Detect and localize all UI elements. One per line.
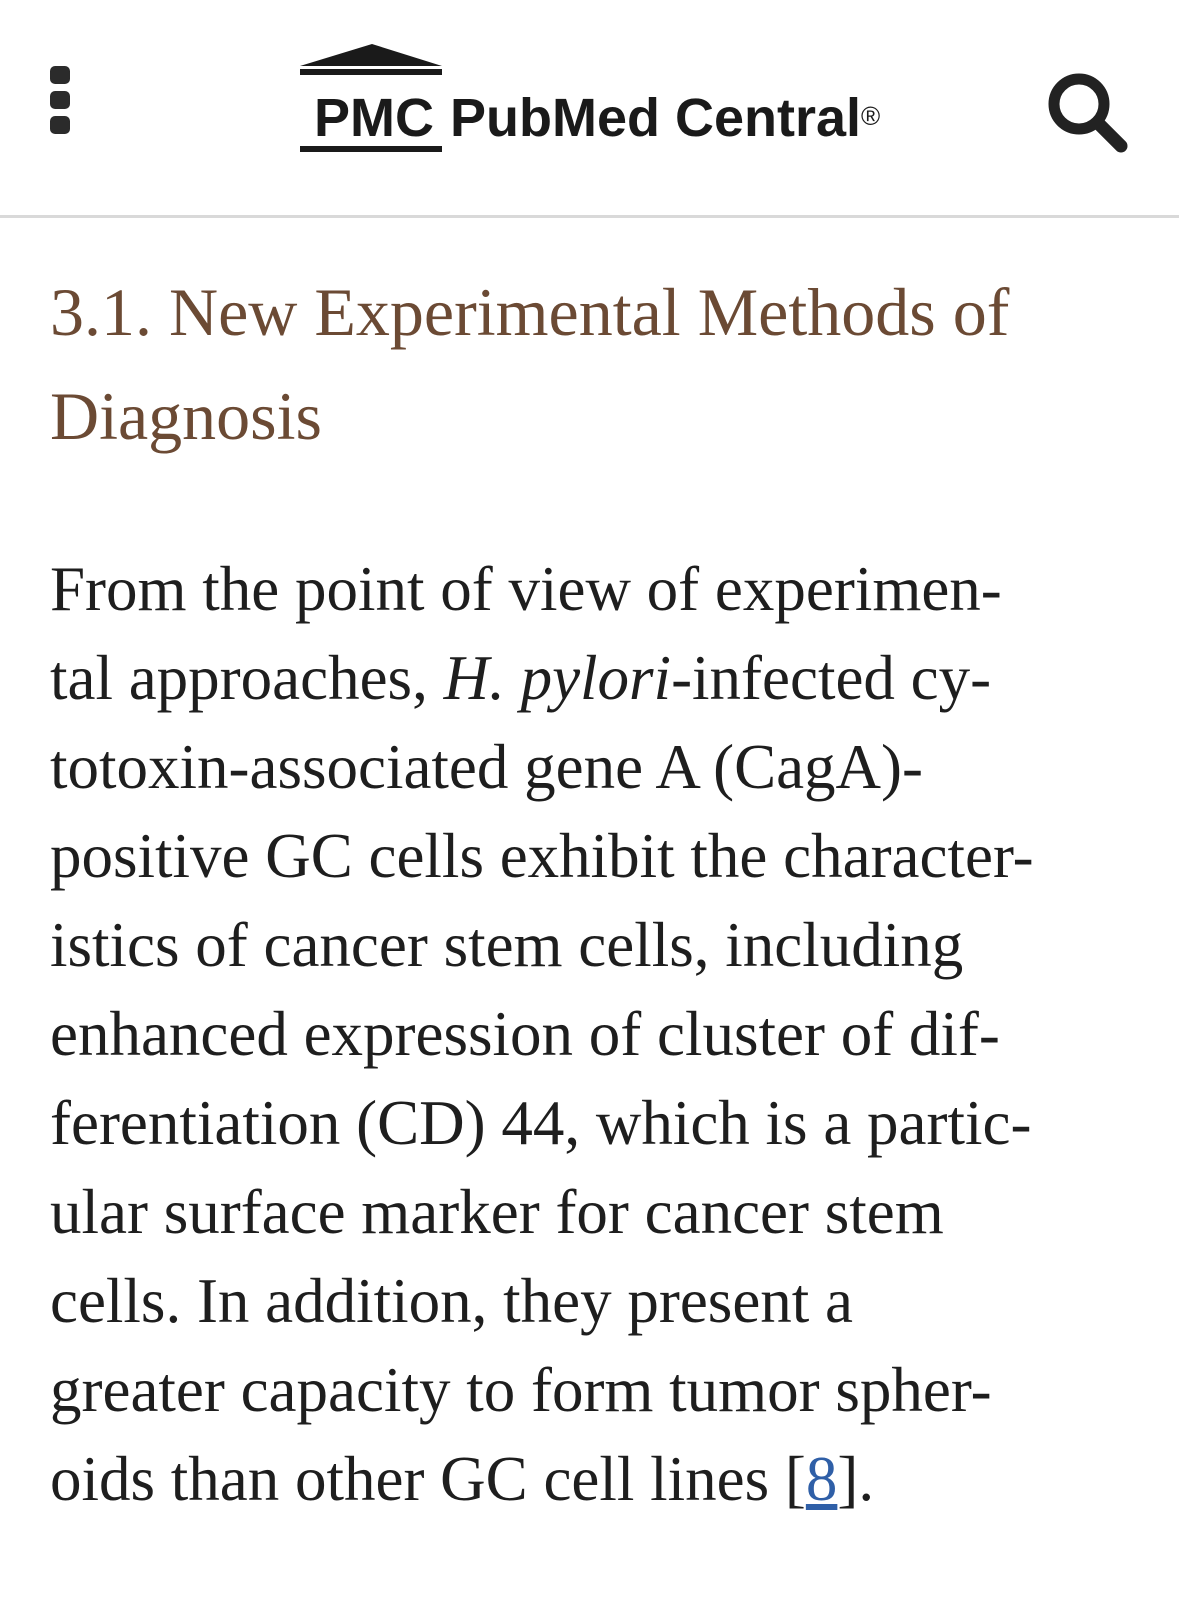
paragraph-line: oids than other GC cell lines [8]. [50, 1444, 875, 1514]
paragraph-line: istics of cancer stem cells, including [50, 910, 964, 980]
registered-mark: ® [861, 101, 881, 131]
logo-name: PubMed Central® [450, 88, 881, 148]
paragraph-line: cells. In addition, they present a [50, 1266, 854, 1336]
paragraph-line: positive GC cells exhibit the character- [50, 821, 1034, 891]
section-title: 3.1. New Experimental Methods of Diagnosis [50, 274, 1010, 454]
search-icon[interactable] [1045, 70, 1131, 156]
paragraph-line: totoxin-associated gene A (CagA)- [50, 732, 924, 802]
paragraph-line: greater capacity to form tumor spher- [50, 1355, 992, 1425]
site-header [0, 0, 1179, 218]
logo-abbrev: PMC [314, 88, 434, 148]
paragraph-line: tal approaches, H. pylori-infected cy- [50, 643, 992, 713]
paragraph-line: enhanced expression of cluster of dif- [50, 999, 1000, 1069]
species-name: H. pylori [443, 643, 672, 713]
pmc-logo[interactable] [300, 40, 880, 160]
vertical-dots-icon[interactable] [48, 66, 72, 136]
paragraph-line: ular surface marker for cancer stem [50, 1177, 944, 1247]
paragraph-line: From the point of view of experimen- [50, 554, 1002, 624]
citation-link[interactable]: 8 [805, 1444, 838, 1514]
paragraph-line: ferentiation (CD) 44, which is a partic- [50, 1088, 1032, 1158]
body-paragraph [50, 545, 1150, 1524]
